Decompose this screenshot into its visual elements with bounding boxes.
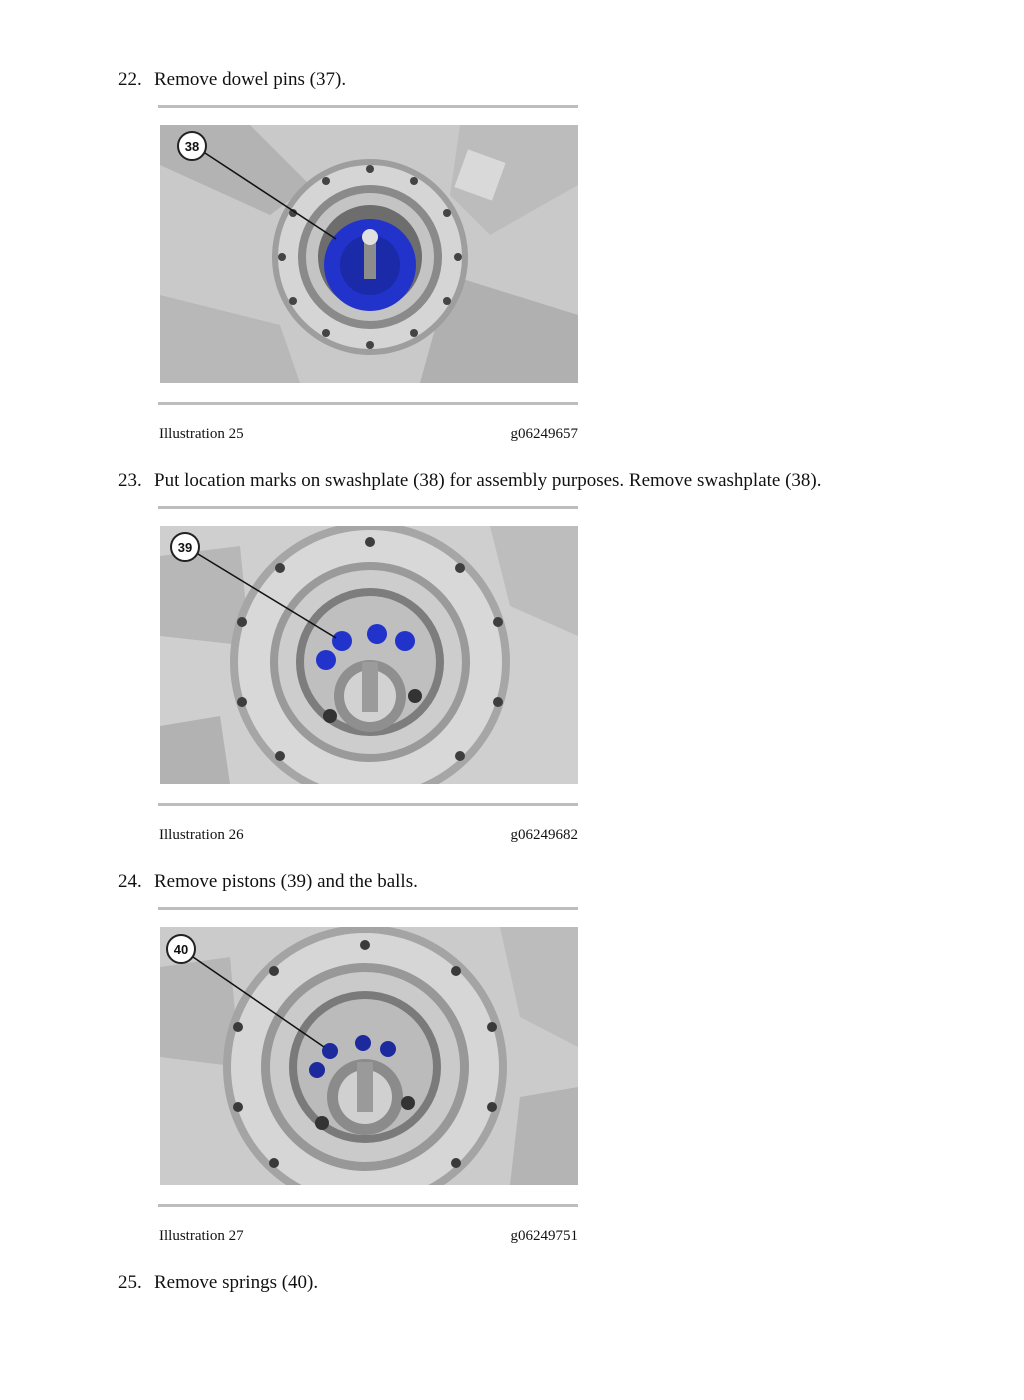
figure-bottom-rule [158,402,578,405]
figure-caption: Illustration 25 [159,426,244,442]
step-22 [118,69,346,91]
callout-label: 39 [177,540,193,555]
housing-photo [160,125,578,383]
figure-photo-25 [160,125,578,383]
step-number: 22. [118,69,142,90]
figure-caption: Illustration 27 [159,1228,244,1244]
step-text: Remove dowel pins (37). [154,69,347,90]
figure-bottom-rule [158,1204,578,1207]
housing-photo [160,526,578,784]
callout-label: 40 [173,942,189,957]
callout-label: 38 [184,139,200,154]
step-number: 23. [118,470,142,491]
graphic-id: g06249751 [510,1228,578,1244]
step-number: 25. [118,1272,142,1293]
graphic-id: g06249682 [510,827,578,843]
graphic-id: g06249657 [510,426,578,442]
step-23 [118,470,822,492]
figure-top-rule [158,907,578,910]
step-24 [118,871,418,893]
figure-top-rule [158,105,578,108]
figure-bottom-rule [158,803,578,806]
figure-photo-26 [160,526,578,784]
step-text: Remove springs (40). [154,1272,319,1293]
figure-caption: Illustration 26 [159,827,244,843]
housing-photo [160,927,578,1185]
step-text: Put location marks on swashplate (38) for assembly purposes. Remove swashplate (38). [154,470,822,491]
figure-top-rule [158,506,578,509]
figure-photo-27 [160,927,578,1185]
step-text: Remove pistons (39) and the balls. [154,871,418,892]
step-number: 24. [118,871,142,892]
step-25 [118,1272,318,1294]
